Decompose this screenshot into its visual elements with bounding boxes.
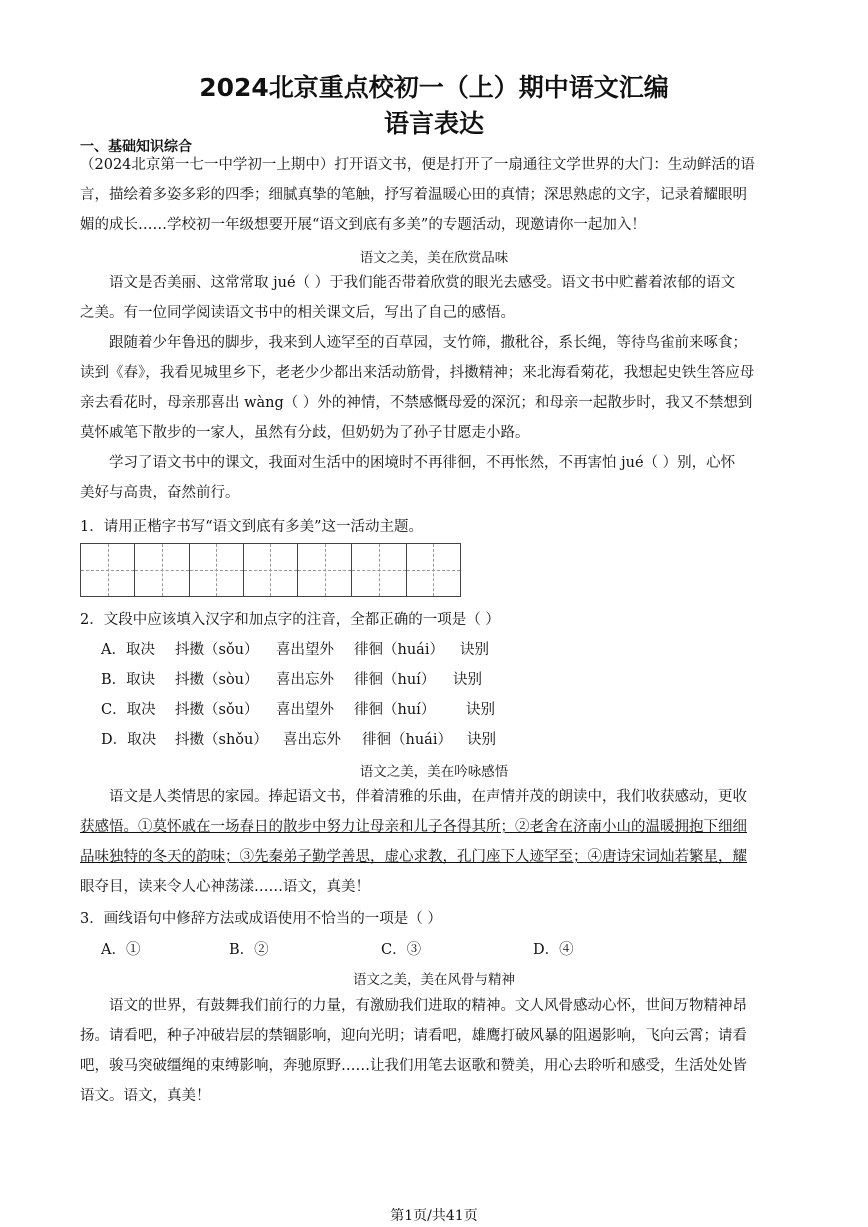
- question-1: 1．请用正楷字书写“语文到底有多美”这一活动主题。: [80, 519, 424, 535]
- option-text: 诀别: [460, 642, 489, 658]
- option-text: 徘徊（huái）: [354, 642, 444, 658]
- option-text: 喜出望外: [276, 642, 334, 658]
- option-text: A．取决: [101, 642, 155, 658]
- paragraph-line: 莫怀戚笔下散步的一家人，虽然有分歧，但奶奶为了孙子甘愿走小路。: [80, 425, 530, 441]
- option-text: 抖擞（sǒu）: [175, 702, 259, 718]
- option-d[interactable]: [101, 728, 496, 749]
- document-subtitle: 语言表达: [383, 109, 484, 138]
- option-text: 喜出忘外: [283, 732, 341, 748]
- heading-spirit: 语文之美，美在风骨与精神: [353, 972, 515, 988]
- q3-option-b[interactable]: B．②: [229, 942, 269, 958]
- option-a[interactable]: [101, 638, 489, 659]
- option-text: 抖擞（sǒu）: [175, 642, 259, 658]
- grid-cell[interactable]: [135, 544, 189, 596]
- paragraph-line: 眼夺目，读来令人心神荡漾……语文，真美！: [80, 879, 370, 895]
- option-text: 喜出忘外: [276, 672, 334, 688]
- intro-paragraph: [80, 150, 790, 240]
- paragraph-1: [80, 268, 790, 328]
- paragraph-3: [80, 448, 790, 508]
- paragraph-5: [80, 991, 790, 1111]
- page-number: 第1页/共41页: [390, 1208, 478, 1224]
- option-text: 诀别: [467, 732, 496, 748]
- q3-options: [101, 938, 574, 959]
- option-text: B．取诀: [101, 672, 156, 688]
- option-text: 抖擞（shǒu）: [175, 732, 268, 748]
- paragraph-line: 语文是人类情思的家园。捧起语文书，伴着清雅的乐曲，在声情并茂的朗读中，我们收获感动，更收: [109, 789, 747, 805]
- grid-cell[interactable]: [81, 544, 135, 596]
- option-text: 诀别: [466, 702, 495, 718]
- writing-grid[interactable]: [80, 543, 461, 597]
- intro-line: 言，描绘着多姿多彩的四季；细腻真挚的笔触，抒写着温暖心田的真情；深思熟虑的文字，记录着耀眼明: [80, 187, 747, 203]
- underlined-line: 获感悟。①莫怀戚在一场春日的散步中努力让母亲和儿子各得其所；②老舍在济南小山的温暖拥抱下细细: [80, 819, 747, 835]
- q3-option-c[interactable]: C．③: [381, 942, 422, 958]
- question-2: 2．文段中应该填入汉字和加点字的注音，全都正确的一项是（ ）: [80, 612, 500, 628]
- option-text: 徘徊（huái）: [362, 732, 452, 748]
- document-title: 2024北京重点校初一（上）期中语文汇编: [199, 73, 669, 102]
- option-text: D．取决: [101, 732, 157, 748]
- paragraph-line: 美好与高贵，奋然前行。: [80, 485, 240, 501]
- paragraph-line: 跟随着少年鲁迅的脚步，我来到人迹罕至的百草园，支竹筛，撒秕谷，系长绳，等待鸟雀前来啄食；: [109, 335, 747, 351]
- heading-recitation: 语文之美，美在吟咏感悟: [359, 764, 509, 780]
- paragraph-line: 吧，骏马突破缰绳的束缚影响，奔驰原野……让我们用笔去讴歌和赞美，用心去聆听和感受，生活处处皆: [80, 1058, 747, 1074]
- paragraph-4: [80, 782, 790, 902]
- option-text: 徘徊（huí）: [354, 702, 436, 718]
- question-3: 3．画线语句中修辞方法或成语使用不恰当的一项是（ ）: [80, 911, 442, 927]
- paragraph-line: 语文的世界，有鼓舞我们前行的力量，有激励我们进取的精神。文人风骨感动心怀，世间万物精神昂: [109, 998, 747, 1014]
- grid-cell[interactable]: [244, 544, 298, 596]
- option-text: 抖擞（sòu）: [175, 672, 259, 688]
- intro-line: （2024北京第一七一中学初一上期中）打开语文书，便是打开了一扇通往文学世界的大门：生动鲜活的语: [80, 157, 755, 173]
- grid-cell[interactable]: [407, 544, 460, 596]
- q3-option-a[interactable]: A．①: [101, 942, 141, 958]
- option-text: 喜出望外: [276, 702, 334, 718]
- paragraph-2: [80, 328, 790, 448]
- option-b[interactable]: [101, 668, 482, 689]
- option-c[interactable]: [101, 698, 495, 719]
- section-title: 一、基础知识综合: [80, 139, 192, 155]
- underlined-line: 品味独特的冬天的韵味；③先秦弟子勤学善思，虚心求教，孔门座下人迹罕至；④唐诗宋词灿若繁星，耀: [80, 849, 747, 865]
- paragraph-line: 语文是否美丽、这常常取 jué（ ）于我们能否带着欣赏的眼光去感受。语文书中贮蓄着浓郁的语文: [109, 275, 736, 291]
- option-text: 徘徊（huí）: [354, 672, 436, 688]
- q3-option-d[interactable]: D．④: [533, 942, 574, 958]
- intro-line: 媚的成长……学校初一年级想要开展“语文到底有多美”的专题活动，现邀请你一起加入！: [80, 217, 646, 233]
- paragraph-line: 扬。请看吧，种子冲破岩层的禁锢影响，迎向光明；请看吧，雄鹰打破风暴的阻遏影响，飞向云霄；请看: [80, 1028, 747, 1044]
- paragraph-line: 学习了语文书中的课文，我面对生活中的困境时不再徘徊，不再怅然，不再害怕 jué（ ）别，心怀: [109, 455, 736, 471]
- paragraph-line: 之美。有一位同学阅读语文书中的相关课文后，写出了自己的感悟。: [80, 305, 515, 321]
- paragraph-line: 语文。语文，真美！: [80, 1088, 211, 1104]
- option-text: C．取决: [101, 702, 156, 718]
- paragraph-line: 读到《春》，我看见城里乡下，老老少少都出来活动筋骨，抖擞精神；来北海看菊花，我想起史铁生答应母: [80, 365, 755, 381]
- paragraph-line: 亲去看花时，母亲那喜出 wàng（ ）外的神情，不禁感慨母爱的深沉；和母亲一起散步时，我又不禁想到: [80, 395, 753, 411]
- grid-cell[interactable]: [352, 544, 406, 596]
- grid-cell[interactable]: [190, 544, 244, 596]
- grid-cell[interactable]: [298, 544, 352, 596]
- option-text: 诀别: [453, 672, 482, 688]
- heading-appreciation: 语文之美，美在欣赏品味: [359, 250, 509, 266]
